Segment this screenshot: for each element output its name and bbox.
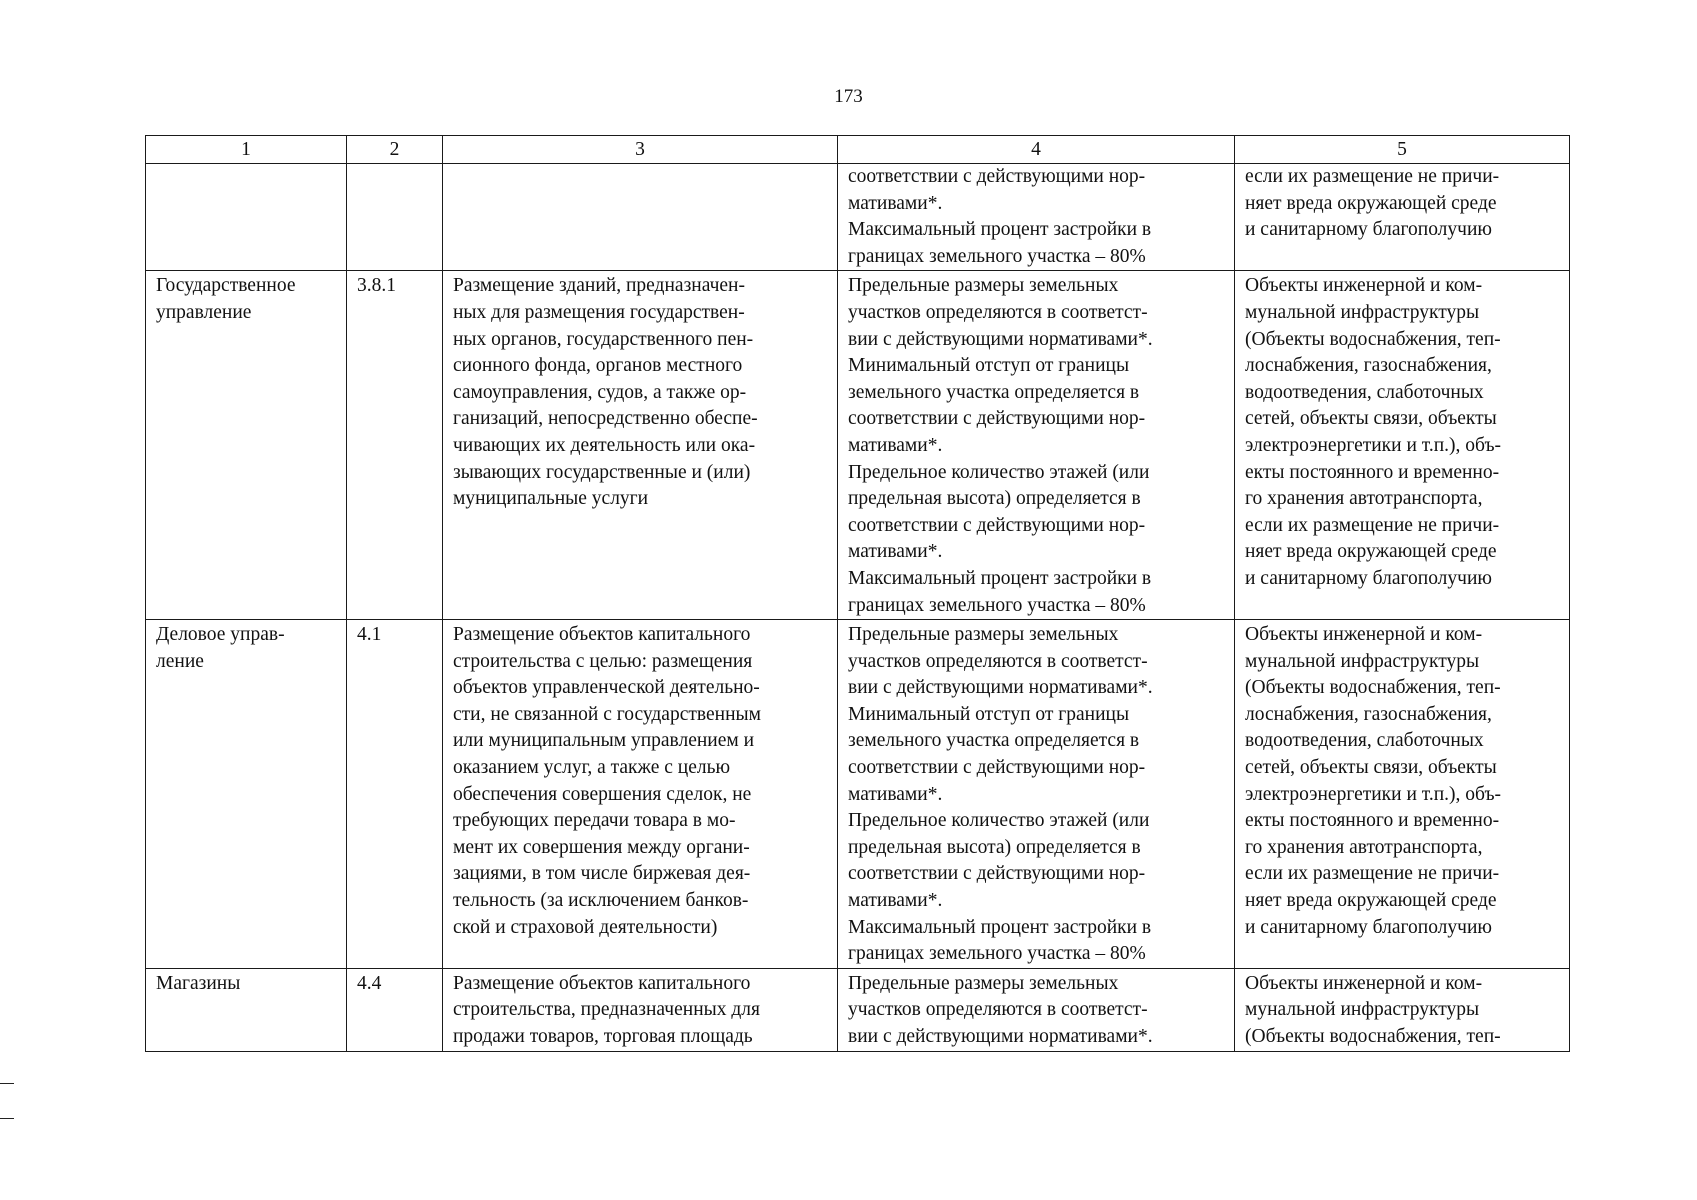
table-row [146,968,1570,1051]
header-cell-1: 1 [146,136,347,164]
cell-code: 3.8.1 [347,271,443,620]
cell-code: 4.1 [347,620,443,969]
header-cell-3: 3 [443,136,838,164]
cell-parameters: соответствии с действующими нор- мативами*. Максимальный процент застройки в границах земельного участка – 80% [838,164,1235,271]
cell-description: Размещение объектов капитального строительства, предназначенных для продажи товаров, торговая площадь [443,968,838,1051]
cell-parameters: Предельные размеры земельных участков определяются в соответст- вии с действующими нормативами*. Минимальный отступ от границы земельного участка определяется в соответствии с действующими нор- мативами*. Предельное количество этажей (или предельная высота) определяется в соответствии с действующими нор- мативами*. Максимальный процент застройки в границах земельного участка – 80% [838,620,1235,969]
cell-parameters: Предельные размеры земельных участков определяются в соответст- вии с действующими нормативами*. [838,968,1235,1051]
cell-parameters: Предельные размеры земельных участков определяются в соответст- вии с действующими нормативами*. Минимальный отступ от границы земельного участка определяется в соответствии с действующими нор- мативами*. Предельное количество этажей (или предельная высота) определяется в соответствии с действующими нор- мативами*. Максимальный процент застройки в границах земельного участка – 80% [838,271,1235,620]
cell-auxiliary: Объекты инженерной и ком- мунальной инфраструктуры (Объекты водоснабжения, теп- лоснабжения, газоснабжения, водоотведения, слаботочных сетей, объекты связи, объекты электроэнергетики и т.п.), объ- екты постоянного и временно- го хранения автотранспорта, если их размещение не причи- няет вреда окружающей среде и санитарному благополучию [1235,271,1570,620]
table-row [146,271,1570,620]
cell-auxiliary: Объекты инженерной и ком- мунальной инфраструктуры (Объекты водоснабжения, теп- [1235,968,1570,1051]
page-number: 173 [834,86,863,107]
header-cell-2: 2 [347,136,443,164]
zoning-table [145,135,1570,1052]
cell-name [146,164,347,271]
header-cell-5: 5 [1235,136,1570,164]
cell-name: Деловое управ- ление [146,620,347,969]
table-row [146,620,1570,969]
cell-description [443,164,838,271]
header-row [146,136,1570,164]
margin-mark [0,1118,14,1119]
cell-auxiliary: если их размещение не причи- няет вреда окружающей среде и санитарному благополучию [1235,164,1570,271]
cell-name: Магазины [146,968,347,1051]
cell-name: Государственное управление [146,271,347,620]
cell-description: Размещение зданий, предназначен- ных для размещения государствен- ных органов, государственного пен- сионного фонда, органов местного самоуправления, судов, а также ор- ганизаций, непосредственно обеспе- чивающих их деятельность или ока- зывающих государственные и (или) муниципальные услуги [443,271,838,620]
header-cell-4: 4 [838,136,1235,164]
cell-code: 4.4 [347,968,443,1051]
margin-mark [0,1083,14,1084]
cell-code [347,164,443,271]
cell-description: Размещение объектов капитального строительства с целью: размещения объектов управленческой деятельно- сти, не связанной с государственным или муниципальным управлением и оказанием услуг, а также с целью обеспечения совершения сделок, не требующих передачи товара в мо- мент их совершения между органи- зациями, в том числе биржевая дея- тельность (за исключением банков- ской и страховой деятельности) [443,620,838,969]
cell-auxiliary: Объекты инженерной и ком- мунальной инфраструктуры (Объекты водоснабжения, теп- лоснабжения, газоснабжения, водоотведения, слаботочных сетей, объекты связи, объекты электроэнергетики и т.п.), объ- екты постоянного и временно- го хранения автотранспорта, если их размещение не причи- няет вреда окружающей среде и санитарному благополучию [1235,620,1570,969]
table-row [146,164,1570,271]
